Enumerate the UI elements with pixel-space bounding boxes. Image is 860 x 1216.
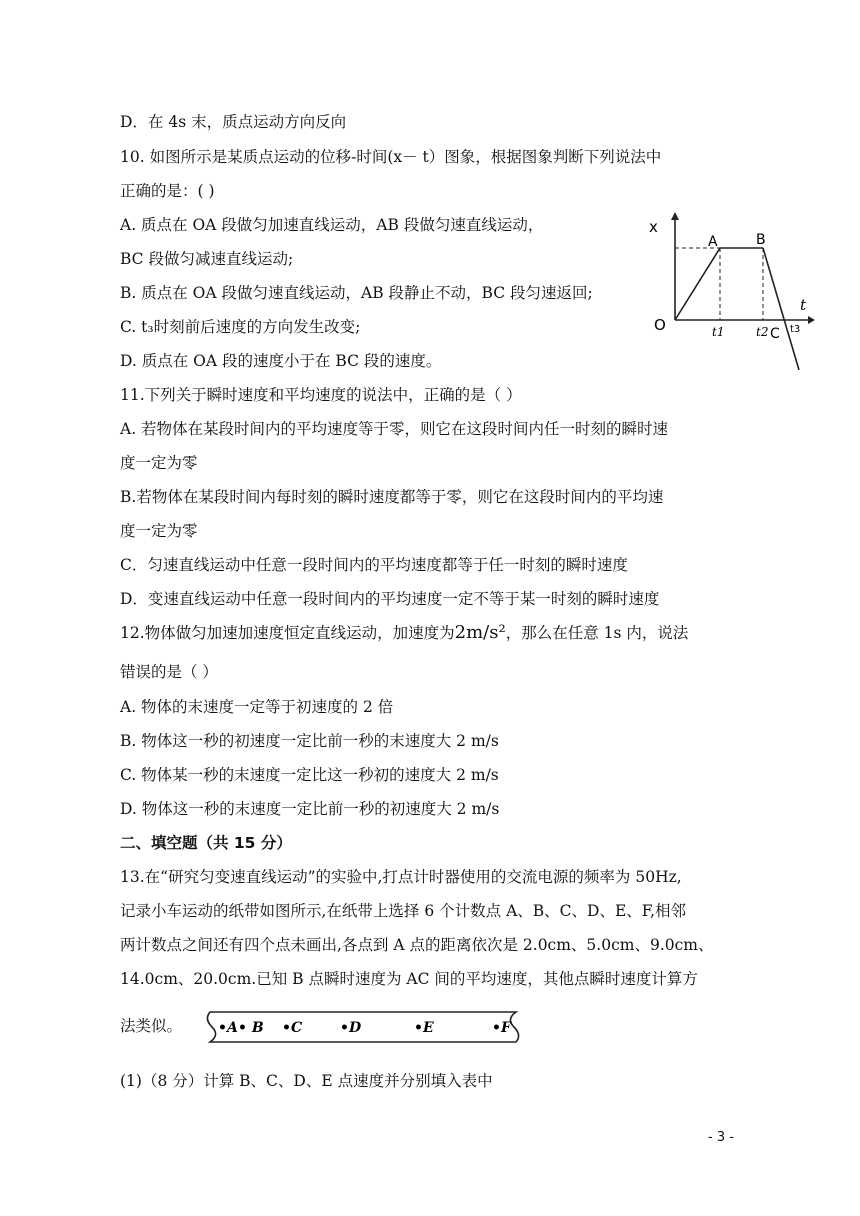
q11-option-a: A. 若物体在某段时间内的平均速度等于零，则它在这段时间内任一时刻的瞬时速 [120,420,669,438]
tape-point-d: •D [340,1020,362,1036]
x-axis-label: x [649,218,658,236]
tape-point-a: •A [218,1020,238,1036]
tape-point-c: •C [282,1020,303,1036]
q11-option-c: C．匀速直线运动中任意一段时间内的平均速度都等于任一时刻的瞬时速度 [120,556,628,574]
q11-option-a-cont: 度一定为零 [120,454,198,472]
q10-option-c: C. t₃时刻前后速度的方向发生改变; [120,318,361,336]
point-b-label: B [756,232,766,248]
q12-option-d: D. 物体这一秒的末速度一定比前一秒的初速度大 2 m/s [120,800,500,818]
t3-label: t3 [790,324,801,335]
graph-background [640,208,815,370]
q10-option-a: A. 质点在 OA 段做匀加速直线运动，AB 段做匀速直线运动， [120,216,544,234]
q12-stem-line-2: 错误的是（ ） [120,663,218,681]
q13-stem-line-2: 记录小车运动的纸带如图所示,在纸带上选择 6 个计数点 A、B、C、D、E、F,相邻 [120,902,687,920]
point-c-label: C [770,326,780,342]
q9-option-d: D．在 4s 末，质点运动方向反向 [120,113,347,131]
origin-label: O [654,316,666,334]
q10-option-a-cont: BC 段做匀减速直线运动; [120,250,294,268]
q12-option-b: B. 物体这一秒的初速度一定比前一秒的末速度大 2 m/s [120,732,499,750]
t-axis-label: t [800,296,807,314]
q10-stem-line-2: 正确的是：( ) [120,182,215,200]
q12-option-a: A. 物体的末速度一定等于初速度的 2 倍 [120,698,394,716]
q13-part-1: (1)（8 分）计算 B、C、D、E 点速度并分别填入表中 [120,1072,493,1090]
q13-stem-line-4: 14.0cm、20.0cm.已知 B 点瞬时速度为 AC 间的平均速度，其他点瞬时速度计算方 [120,970,698,988]
t1-label: t1 [712,325,725,339]
q12-prefix: 12.物体做匀加速加速度恒定直线运动，加速度为 [120,624,455,642]
xt-graph [640,208,815,370]
q13-stem-line-1: 13.在“研究匀变速直线运动”的实验中,打点计时器使用的交流电源的频率为 50Hz, [120,868,682,886]
section-heading: 二、填空题（共 15 分） [120,834,292,852]
q10-stem-line-1: 10. 如图所示是某质点运动的位移-时间(x－ t）图象，根据图象判断下列说法中 [120,148,662,166]
q10-option-d: D. 质点在 OA 段的速度小于在 BC 段的速度。 [120,352,442,370]
q11-option-d: D．变速直线运动中任意一段时间内的平均速度一定不等于某一时刻的瞬时速度 [120,590,660,608]
q13-stem-line-5: 法类似。 [120,1017,183,1035]
q10-option-b: B. 质点在 OA 段做匀速直线运动，AB 段静止不动，BC 段匀速返回; [120,284,593,302]
q11-option-b: B.若物体在某段时间内每时刻的瞬时速度都等于零，则它在这段时间内的平均速 [120,488,664,506]
q11-option-b-cont: 度一定为零 [120,522,198,540]
paper-tape [200,1007,526,1047]
tape-point-b: • B [238,1020,264,1036]
q12-accel-unit: 2m/s² [454,622,506,643]
page-number: - 3 - [708,1130,734,1145]
tape-point-e: •E [414,1020,434,1036]
q12-suffix: ，那么在任意 1s 内，说法 [505,624,689,642]
t2-label: t2 [756,325,769,339]
q13-stem-line-3: 两计数点之间还有四个点未画出,各点到 A 点的距离依次是 2.0cm、5.0cm、9.0cm、 [120,936,714,954]
q12-stem [120,623,688,643]
tape-point-f: •F [492,1020,511,1036]
point-a-label: A [708,234,718,250]
q12-option-c: C. 物体某一秒的末速度一定比这一秒初的速度大 2 m/s [120,766,499,784]
q11-stem: 11.下列关于瞬时速度和平均速度的说法中，正确的是（ ） [120,386,522,404]
